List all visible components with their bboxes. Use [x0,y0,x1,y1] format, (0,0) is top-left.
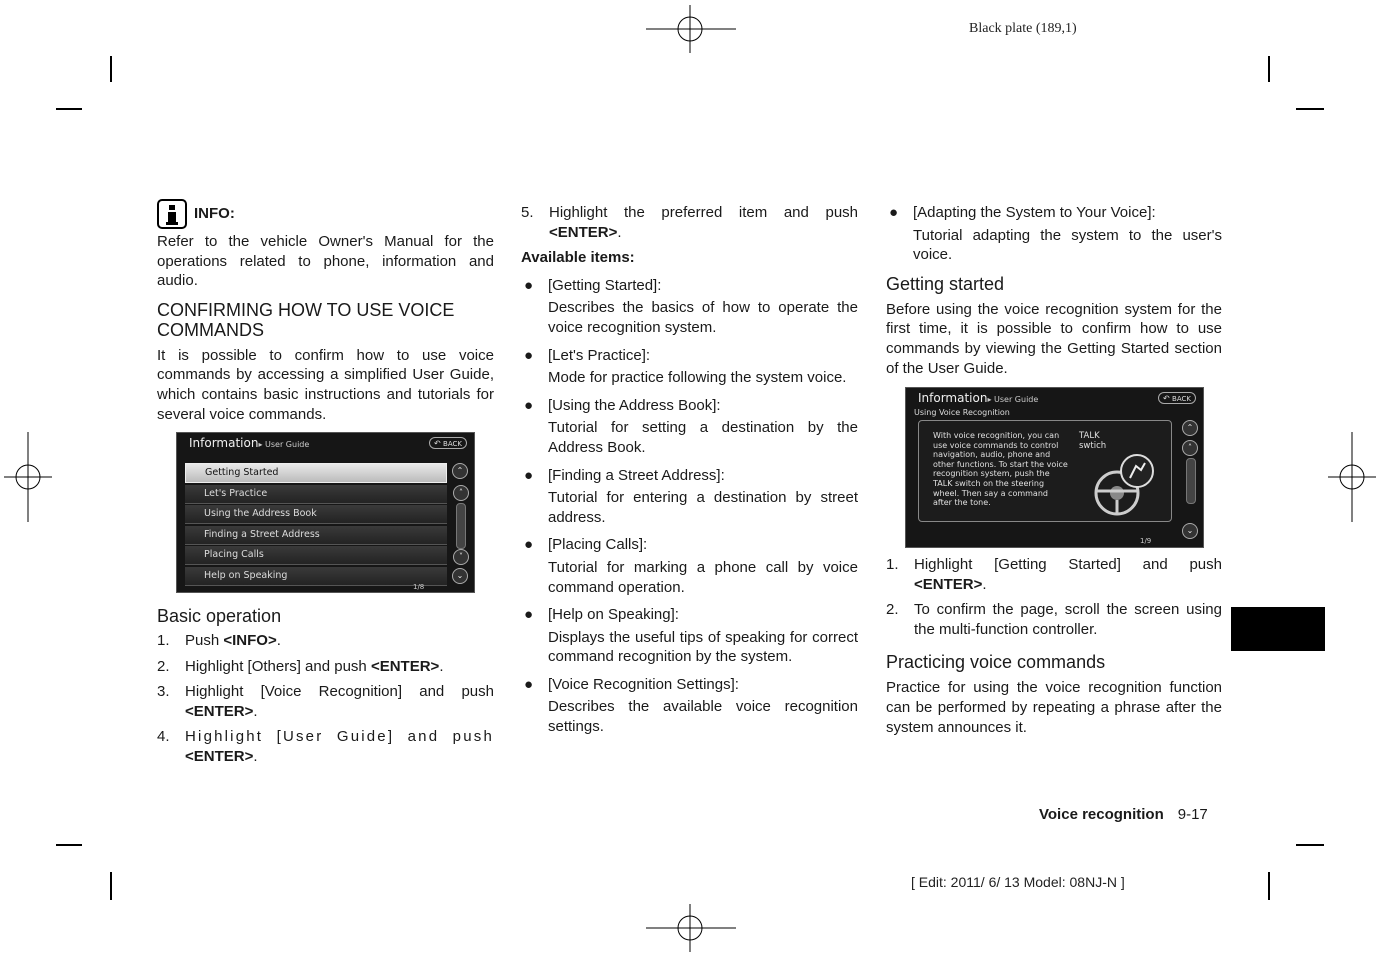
edit-info: [ Edit: 2011/ 6/ 13 Model: 08NJ-N ] [911,874,1125,890]
registration-mark-icon [646,5,736,53]
scroll-up-icon[interactable]: ⌃ [1182,420,1198,436]
list-item: 1. Highlight [Getting Started] and push <ENTER>. [886,556,1222,593]
info-text: Refer to the vehicle Owner's Manual for the operations related to phone, information and audio. [157,233,494,290]
step-5 [521,203,858,242]
basic-operation [157,606,494,767]
registration-mark-icon [646,904,736,952]
page-number: 9-17 [1177,806,1208,823]
menu-item[interactable]: Finding a Street Address [185,526,447,545]
menu-item[interactable]: Using the Address Book [185,505,447,524]
menu-item[interactable]: Placing Calls [185,546,447,565]
scrollbar[interactable] [1186,458,1196,504]
scroll-down-icon[interactable]: ⌄ [452,568,468,584]
user-guide-screen [176,432,475,593]
list-item: ● [Placing Calls]: Tutorial for marking a phone call by voice command operation. [524,536,858,596]
page-indicator: 1/8 [413,583,425,591]
back-arrow-icon: ↶ [434,439,441,448]
list-item: ● [Using the Address Book]: Tutorial for setting a destination by the Address Book. [524,396,858,456]
adapt-item [886,203,1222,265]
scroll-down-icon[interactable]: ⌄ [1182,523,1198,539]
intro-text: It is possible to confirm how to use voice commands by accessing a simplified User Guide, which contains basic instructions and tutorials for several voice commands. [157,346,494,423]
column-3 [886,203,1222,378]
column-3-lower [886,555,1222,737]
info-label: INFO: [194,205,235,223]
guide-menu [185,463,447,587]
basic-heading: Basic operation [157,606,282,626]
info-panel [918,420,1172,522]
practice-text: Practice for using the voice recognition function can be performed by repeating a phrase after the system announces it. [886,679,1222,736]
practice-heading: Practicing voice commands [886,652,1106,673]
info-block [157,199,494,229]
scroll-up-icon[interactable]: ˄ [453,485,469,501]
back-button[interactable]: ↶ BACK [429,437,467,449]
screen-subhead: Using Voice Recognition [914,408,1010,417]
scrollbar[interactable] [456,503,466,549]
panel-text: With voice recognition, you can use voice commands to control navigation, audio, phone and other functions. To start the voice recognition system, push the TALK switch on the steering wheel. Then say a command after the tone. [933,431,1068,508]
back-button[interactable]: ↶ BACK [1158,392,1196,404]
list-item: ● [Let's Practice]: Mode for practice following the system voice. [524,346,847,387]
getting-started-screen [905,387,1204,548]
list-item: ● [Voice Recognition Settings]: Describes the available voice recognition settings. [524,675,858,736]
section-tab [1231,607,1325,651]
basic-steps [157,631,494,767]
menu-item[interactable]: Help on Speaking [185,567,447,586]
list-item: ● [Getting Started]: Describes the basics of how to operate the voice recognition system. [524,276,858,336]
list-item: ● [Adapting the System to Your Voice]: Tutorial adapting the system to the user's voice. [889,204,1222,264]
available-items [521,276,858,737]
scroll-up-icon[interactable]: ⌃ [452,463,468,479]
column-1 [157,199,494,424]
list-item: 1. Push <INFO>. [157,632,281,649]
registration-mark-icon [4,432,52,522]
getting-heading: Getting started [886,273,1005,294]
steering-wheel-icon [1087,451,1167,517]
page-footer [1039,806,1208,823]
list-item: 5. Highlight the preferred item and push <ENTER>. [521,204,858,241]
info-icon [157,199,187,229]
menu-item[interactable]: Getting Started [185,463,447,483]
list-item: ● [Finding a Street Address]: Tutorial for entering a destination by street address. [524,466,858,526]
screen-title: Information▸ User Guide [918,391,1039,405]
getting-steps [886,555,1222,639]
available-heading: Available items: [521,249,635,267]
list-item: ● [Help on Speaking]: Displays the useful tips of speaking for correct command recognition by the system. [524,606,858,666]
menu-item[interactable]: Let's Practice [185,485,447,504]
list-item: 4. Highlight [User Guide] and push <ENTER>. [157,728,494,765]
registration-mark-icon [1328,432,1376,522]
list-item: 2. Highlight [Others] and push <ENTER>. [157,657,444,675]
screen-title: Information▸ User Guide [189,436,310,450]
plate-label: Black plate (189,1) [969,21,1077,36]
talk-label: TALK swtich [1079,431,1107,451]
scroll-up-icon[interactable]: ˄ [1182,440,1198,456]
page-indicator: 1/9 [1140,537,1152,545]
column-2 [521,203,858,737]
footer-section: Voice recognition [1039,806,1164,823]
list-item: 3. Highlight [Voice Recognition] and push <ENTER>. [157,683,494,720]
back-arrow-icon: ↶ [1163,394,1170,403]
list-item: 2. To confirm the page, scroll the screen using the multi-function controller. [886,601,1222,638]
getting-text: Before using the voice recognition system for the first time, it is possible to confirm how to use commands by viewing the Getting Started section of the User Guide. [886,300,1222,377]
section-heading: CONFIRMING HOW TO USE VOICE COMMANDS [157,299,455,340]
scroll-down-icon[interactable]: ˅ [453,549,469,565]
